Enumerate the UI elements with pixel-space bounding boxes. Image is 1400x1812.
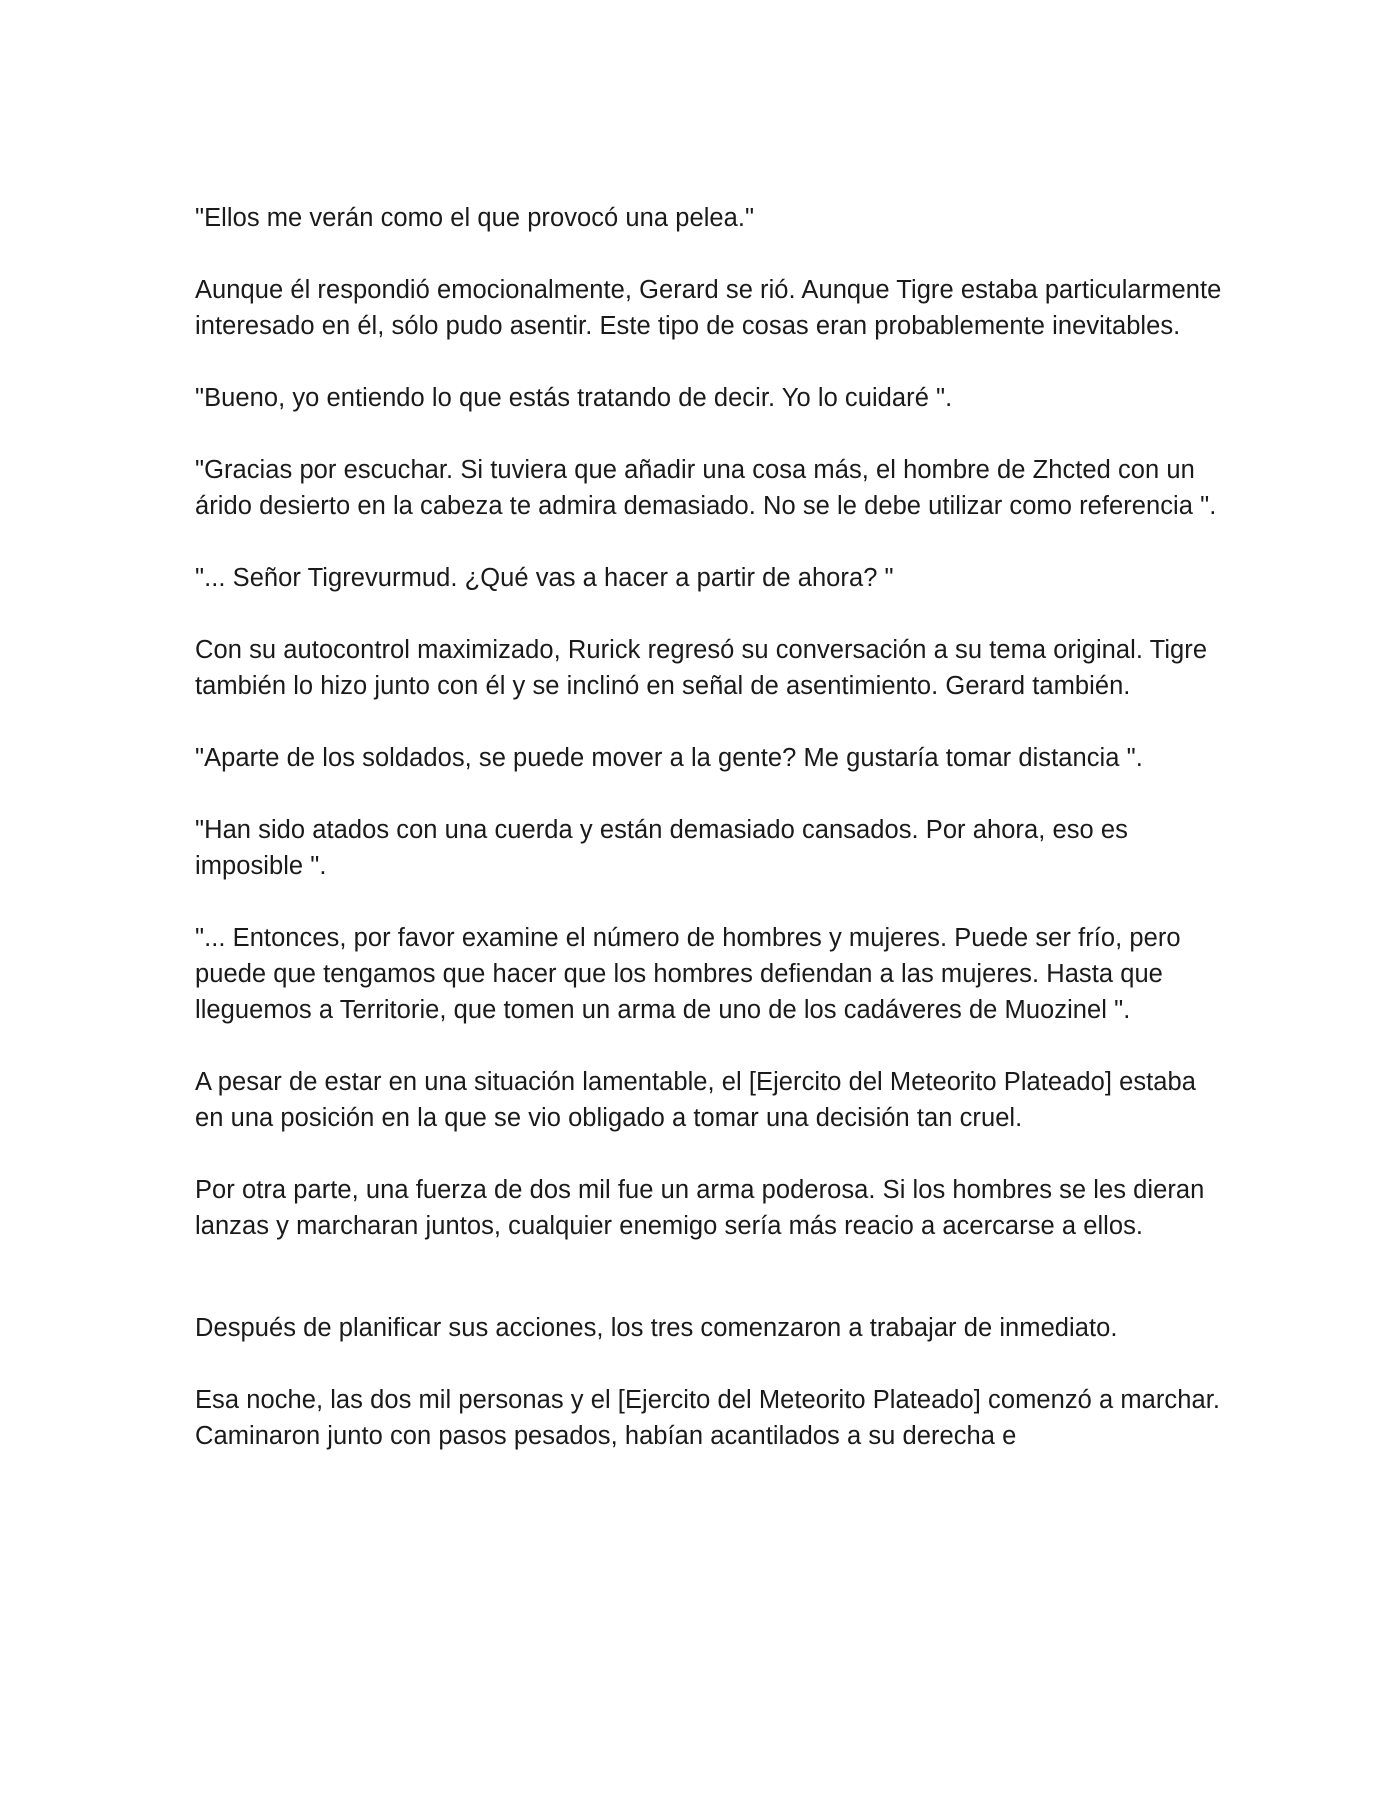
paragraph: "Aparte de los soldados, se puede mover a la gente? Me gustaría tomar distancia ". [195, 744, 1143, 772]
paragraph: Después de planificar sus acciones, los tres comenzaron a trabajar de inmediato. [195, 1314, 1118, 1342]
paragraph: Aunque él respondió emocionalmente, Gerard se rió. Aunque Tigre estaba particularmente interesado en él, sólo pudo asentir. Este tipo de cosas eran probablemente inevitables. [195, 276, 1222, 340]
paragraph: A pesar de estar en una situación lamentable, el [Ejercito del Meteorito Plateado] estaba en una posición en la que se vio obligado a tomar una decisión tan cruel. [195, 1068, 1196, 1132]
paragraph: "... Señor Tigrevurmud. ¿Qué vas a hacer a partir de ahora? " [195, 564, 894, 592]
paragraph: "... Entonces, por favor examine el número de hombres y mujeres. Puede ser frío, pero puede que tengamos que hacer que los hombres defiendan a las mujeres. Hasta que lleguemos a Territorie, que tomen un arma de uno de los cadáveres de Muozinel ". [195, 924, 1181, 1024]
paragraph: "Ellos me verán como el que provocó una pelea." [195, 204, 755, 232]
paragraph: Esa noche, las dos mil personas y el [Ejercito del Meteorito Plateado] comenzó a marchar. Caminaron junto con pasos pesados, habían acantilados a su derecha e [195, 1386, 1220, 1450]
paragraph: Por otra parte, una fuerza de dos mil fue un arma poderosa. Si los hombres se les dieran lanzas y marcharan juntos, cualquier enemigo sería más reacio a acercarse a ellos. [195, 1176, 1205, 1240]
paragraph: "Han sido atados con una cuerda y están demasiado cansados. Por ahora, eso es imposible ". [195, 816, 1128, 880]
paragraph: Con su autocontrol maximizado, Rurick regresó su conversación a su tema original. Tigre también lo hizo junto con él y se inclinó en señal de asentimiento. Gerard también. [195, 636, 1208, 700]
paragraph: "Bueno, yo entiendo lo que estás tratando de decir. Yo lo cuidaré ". [195, 384, 953, 412]
document-body [195, 200, 1225, 1490]
paragraph: "Gracias por escuchar. Si tuviera que añadir una cosa más, el hombre de Zhcted con un árido desierto en la cabeza te admira demasiado. No se le debe utilizar como referencia ". [195, 456, 1217, 520]
